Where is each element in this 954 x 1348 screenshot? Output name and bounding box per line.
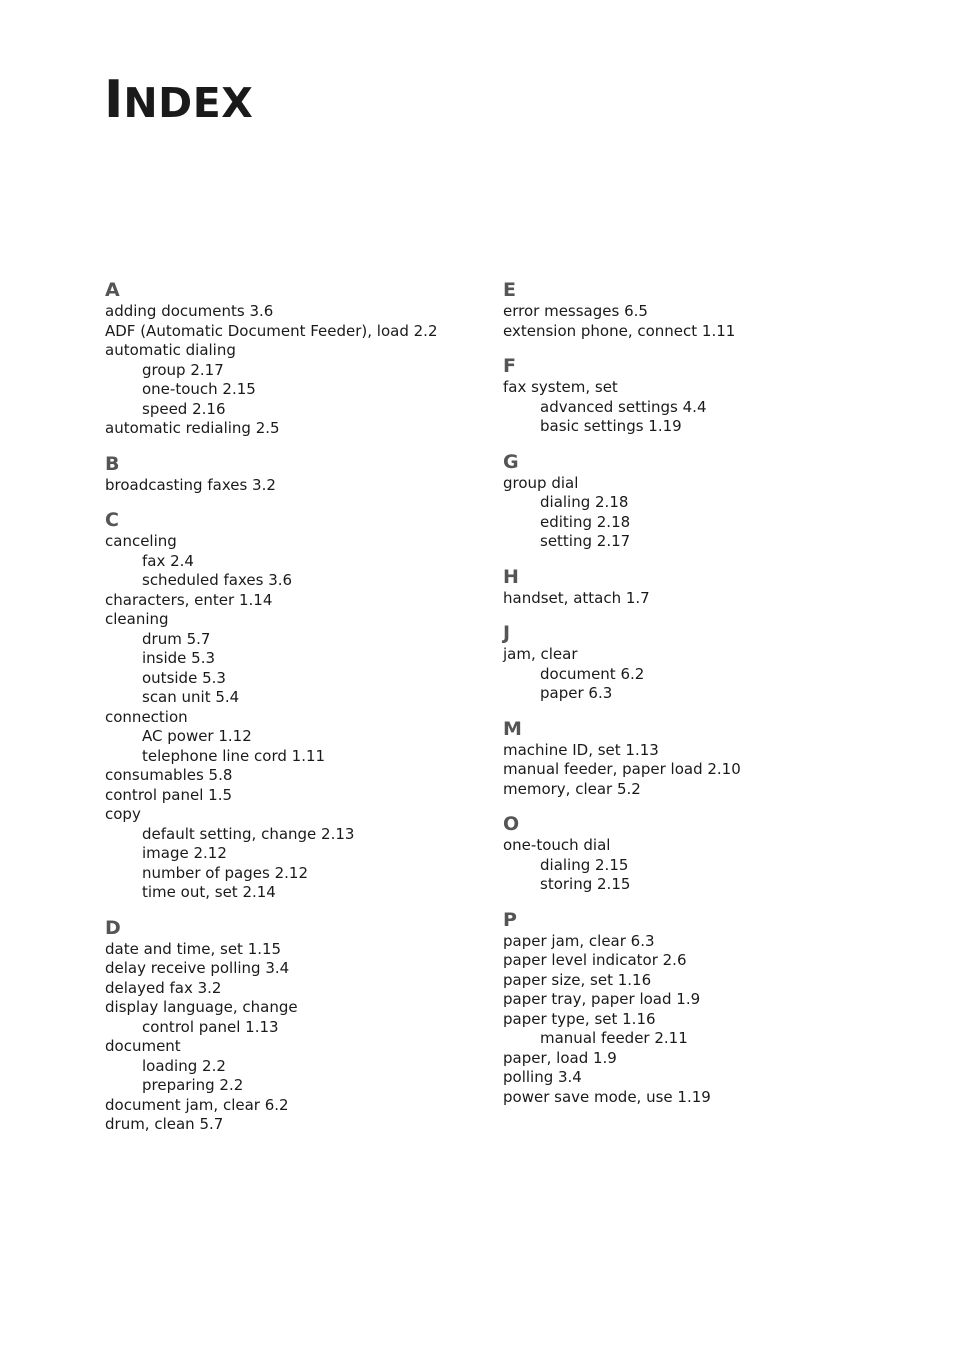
index-subentry: fax 2.4 bbox=[142, 551, 194, 570]
index-subentry: preparing 2.2 bbox=[142, 1076, 244, 1094]
index-entry: document jam, clear 6.2 bbox=[105, 1095, 289, 1114]
index-subentry: dialing 2.18 bbox=[540, 493, 629, 511]
index-section-j bbox=[503, 621, 903, 704]
index-entry: paper jam, clear 6.3 bbox=[503, 931, 655, 950]
index-subentry: advanced settings 4.4 bbox=[540, 397, 707, 416]
index-entry: delay receive polling 3.4 bbox=[105, 959, 290, 977]
index-subentry: default setting, change 2.13 bbox=[142, 824, 355, 843]
index-section-m bbox=[503, 717, 903, 800]
index-column-left bbox=[105, 278, 505, 1148]
index-entry: paper tray, paper load 1.9 bbox=[503, 990, 701, 1008]
index-entry: fax system, set bbox=[503, 378, 618, 396]
index-entry: copy bbox=[105, 805, 141, 823]
index-section-c bbox=[105, 508, 505, 903]
index-entry: consumables 5.8 bbox=[105, 766, 233, 784]
index-section-b bbox=[105, 452, 505, 496]
index-entry: ADF (Automatic Document Feeder), load 2.2 bbox=[105, 321, 438, 340]
section-letter: A bbox=[105, 279, 120, 301]
index-entry: extension phone, connect 1.11 bbox=[503, 321, 736, 340]
index-subentry: basic settings 1.19 bbox=[540, 417, 682, 435]
index-subentry: document 6.2 bbox=[540, 664, 645, 683]
index-entry: drum, clean 5.7 bbox=[105, 1115, 224, 1133]
index-entry: memory, clear 5.2 bbox=[503, 779, 641, 798]
index-entry: characters, enter 1.14 bbox=[105, 590, 273, 609]
index-section-p bbox=[503, 908, 903, 1108]
index-entry: machine ID, set 1.13 bbox=[503, 740, 659, 759]
index-section-f bbox=[503, 354, 903, 437]
index-entry: broadcasting faxes 3.2 bbox=[105, 475, 276, 494]
index-section-o bbox=[503, 812, 903, 895]
section-letter: J bbox=[503, 622, 511, 644]
index-entry: paper type, set 1.16 bbox=[503, 1009, 656, 1028]
index-subentry: loading 2.2 bbox=[142, 1056, 226, 1075]
index-entry: automatic redialing 2.5 bbox=[105, 419, 280, 437]
index-subentry: telephone line cord 1.11 bbox=[142, 746, 326, 765]
index-subentry: group 2.17 bbox=[142, 360, 224, 379]
index-section-g bbox=[503, 450, 903, 552]
page-title bbox=[104, 70, 254, 130]
index-subentry: editing 2.18 bbox=[540, 512, 631, 531]
index-entry: document bbox=[105, 1037, 181, 1055]
index-entry: jam, clear bbox=[503, 645, 578, 663]
index-section-h bbox=[503, 565, 903, 609]
index-entry: delayed fax 3.2 bbox=[105, 978, 222, 997]
section-letter: E bbox=[503, 279, 516, 301]
index-subentry: one-touch 2.15 bbox=[142, 380, 256, 398]
index-subentry: number of pages 2.12 bbox=[142, 863, 308, 882]
index-column-right bbox=[503, 278, 903, 1120]
index-entry: connection bbox=[105, 707, 188, 726]
section-letter: C bbox=[105, 509, 119, 531]
index-subentry: time out, set 2.14 bbox=[142, 883, 276, 901]
section-letter: O bbox=[503, 813, 520, 835]
index-subentry: dialing 2.15 bbox=[540, 855, 629, 874]
index-subentry: speed 2.16 bbox=[142, 399, 226, 418]
index-subentry: image 2.12 bbox=[142, 844, 227, 862]
index-entry: display language, change bbox=[105, 998, 298, 1016]
section-letter: H bbox=[503, 565, 519, 588]
index-entry: paper level indicator 2.6 bbox=[503, 951, 687, 969]
index-entry: cleaning bbox=[105, 610, 169, 628]
section-letter: G bbox=[503, 450, 519, 473]
index-subentry: drum 5.7 bbox=[142, 629, 211, 648]
index-subentry: outside 5.3 bbox=[142, 668, 226, 687]
index-section-e bbox=[503, 278, 903, 341]
index-subentry: control panel 1.13 bbox=[142, 1017, 279, 1036]
index-entry: manual feeder, paper load 2.10 bbox=[503, 760, 741, 778]
index-subentry: scan unit 5.4 bbox=[142, 688, 240, 706]
index-entry: control panel 1.5 bbox=[105, 785, 233, 804]
index-entry: date and time, set 1.15 bbox=[105, 939, 282, 958]
page-title-rest: NDEX bbox=[123, 79, 254, 127]
index-subentry: inside 5.3 bbox=[142, 649, 216, 667]
index-entry: power save mode, use 1.19 bbox=[503, 1087, 711, 1106]
index-section-d bbox=[105, 916, 505, 1135]
section-letter: M bbox=[503, 717, 522, 740]
index-entry: error messages 6.5 bbox=[503, 302, 648, 320]
index-entry: paper, load 1.9 bbox=[503, 1048, 617, 1067]
index-entry: canceling bbox=[105, 532, 177, 550]
index-entry: polling 3.4 bbox=[503, 1068, 582, 1086]
index-entry: group dial bbox=[503, 473, 579, 492]
index-subentry: storing 2.15 bbox=[540, 875, 631, 893]
section-letter: F bbox=[503, 355, 516, 377]
index-entry: one-touch dial bbox=[503, 836, 611, 854]
section-letter: B bbox=[105, 452, 120, 475]
index-subentry: manual feeder 2.11 bbox=[540, 1029, 688, 1047]
index-section-a bbox=[105, 278, 505, 439]
page-title-initial: I bbox=[104, 70, 124, 130]
index-entry: handset, attach 1.7 bbox=[503, 588, 650, 607]
section-letter: D bbox=[105, 916, 121, 939]
index-subentry: AC power 1.12 bbox=[142, 727, 252, 745]
index-subentry: scheduled faxes 3.6 bbox=[142, 571, 293, 589]
index-entry: adding documents 3.6 bbox=[105, 302, 274, 320]
index-entry: automatic dialing bbox=[105, 341, 236, 359]
index-subentry: setting 2.17 bbox=[540, 532, 631, 550]
index-subentry: paper 6.3 bbox=[540, 684, 613, 702]
section-letter: P bbox=[503, 908, 517, 931]
index-entry: paper size, set 1.16 bbox=[503, 970, 652, 989]
